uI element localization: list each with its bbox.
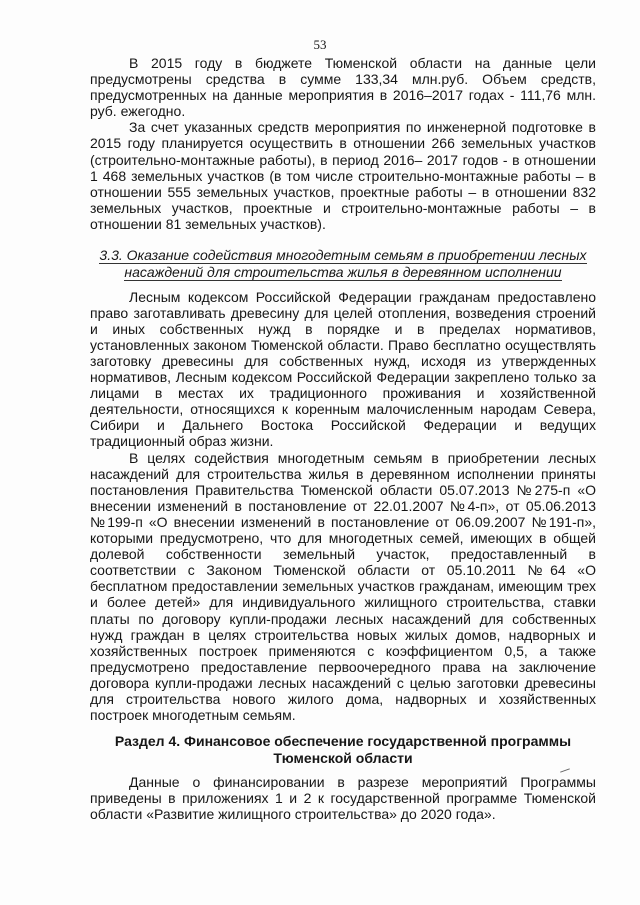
chapter-4-title: Раздел 4. Финансовое обеспечение государственной программы Тюменской области xyxy=(114,733,572,766)
page-number: 53 xyxy=(313,37,327,52)
paragraph-land-preparation: За счет указанных средств мероприятия по инженерной подготовке в 2015 году планируется осуществить в отношении 266 земельных участков (строительно-монтажные работы), в период 2016– 2017 годов - в отношении 1 468 земельных участков (в том числе строительно-монтажные работы – в отношении 555 земельных участков, проектные работы – в отношении 832 земельных участков, проектные и строительно-монтажные работы – в отношении 81 земельных участков). xyxy=(90,119,596,232)
paragraph-large-families-support: В целях содействия многодетным семьям в приобретении лесных насаждений для строительства жилья в деревянном исполнении приняты постановления Правительства Тюменской области 05.07.2013 №275-п «О внесении изменений в постановление от 22.01.2007 №4-п», от 05.06.2013 №199-п «О внесении изменений в постановление от 06.09.2007 №191-п», которыми предусмотрено, что для многодетных семей, имеющих в общей долевой собственности земельный участок, предоставленный в соответствии с Законом Тюменской области от 05.10.2011 №64 «О бесплатном предоставлении земельных участков гражданам, имеющим трех и более детей» для индивидуального жилищного строительства, ставки платы по договору купли-продажи лесных насаждений для собственных нужд граждан в целях строительства новых жилых домов, надворных и хозяйственных построек применяются с коэффициентом 0,5, а также предусмотрено предоставление первоочередного права на заключение договора купли-продажи лесных насаждений с целью заготовки древесины для строительства нового жилого дома, надворных и хозяйственных построек многодетным семьям. xyxy=(90,449,596,724)
section-heading-3-3 xyxy=(90,247,596,281)
section-heading-text: 3.3. Оказание содействия многодетным семьям в приобретении лесных насаждений для строительства жилья в деревянном исполнении xyxy=(99,247,587,280)
paragraph-forest-code: Лесным кодексом Российской Федерации гражданам предоставлено право заготавливать древесину для целей отопления, возведения строений и иных собственных нужд в порядке и в пределах нормативов, установленных законом Тюменской области. Право бесплатно осуществлять заготовку древесины для собственных нужд, исходя из утвержденных нормативов, Лесным кодексом Российской Федерации закреплено только за лицами в местах их традиционного проживания и хозяйственной деятельности, относящихся к коренным малочисленным народам Севера, Сибири и Дальнего Востока Российской Федерации и ведущих традиционный образ жизни. xyxy=(90,288,596,450)
paragraph-financing-data: Данные о финансировании в разрезе мероприятий Программы приведены в приложениях 1 и 2 к государственной программе Тюменской области «Развитие жилищного строительства» до 2020 года». xyxy=(90,774,596,823)
paragraph-budget-2015: В 2015 году в бюджете Тюменской области на данные цели предусмотрены средства в сумме 133,34 млн.руб. Объем средств, предусмотренных на данные мероприятия в 2016–2017 годах - 111,76 млн. руб. ежегодно. xyxy=(90,55,596,120)
document-body xyxy=(90,55,596,822)
